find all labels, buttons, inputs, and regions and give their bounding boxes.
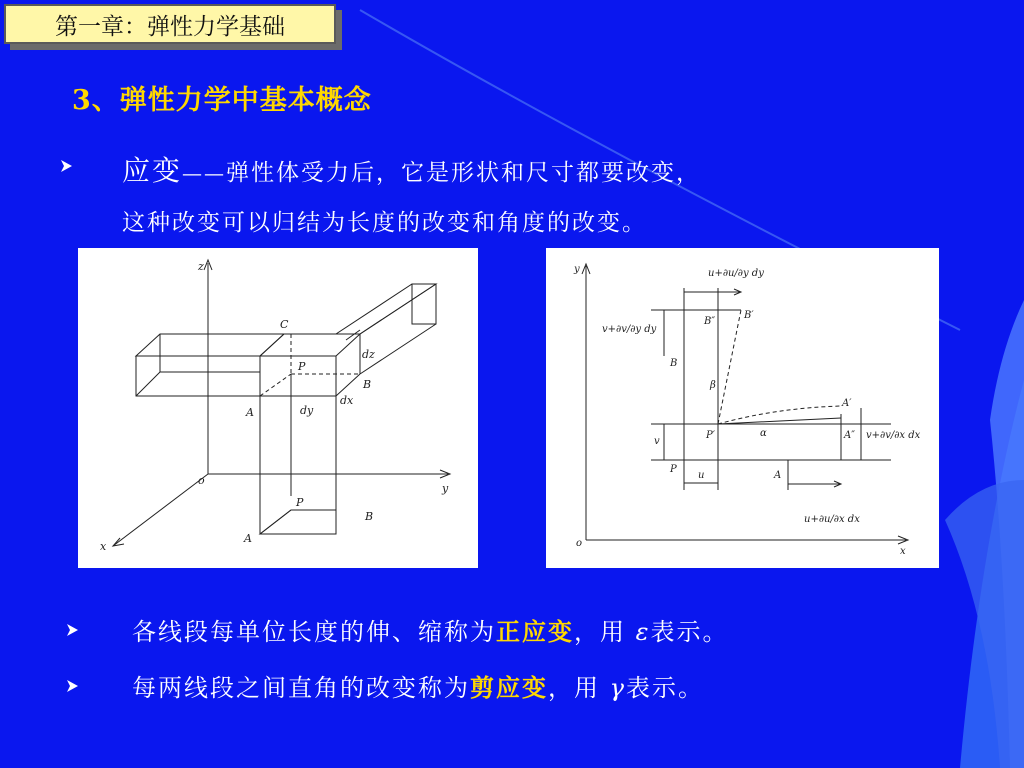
strain-term: 应变 xyxy=(122,154,183,187)
fig2-top-expr: u+∂u/∂y dy xyxy=(708,268,764,279)
fig2-left-expr: v+∂v/∂y dy xyxy=(602,324,657,335)
fig2-beta-label: β xyxy=(710,380,716,391)
fig1-y-label: y xyxy=(442,482,449,495)
shear-strain-term: 剪应变 xyxy=(470,673,548,702)
fig1-b-bottom-label: B xyxy=(365,510,374,523)
fig1-c-label: C xyxy=(280,318,289,331)
fig2-alpha-label: α xyxy=(760,428,767,439)
fig2-x-label: x xyxy=(900,546,906,557)
fig1-b-label: B xyxy=(363,378,372,391)
fig1-p-bottom-label: P xyxy=(296,496,304,509)
fig2-a-double-prime: A″ xyxy=(844,430,855,441)
fig2-p-prime: P′ xyxy=(706,430,715,441)
epsilon-symbol: ε xyxy=(635,618,651,646)
figure-3d-element xyxy=(78,248,478,568)
section-title: 3、弹性力学中基本概念 xyxy=(72,85,372,116)
shear-strain-bullet xyxy=(132,668,704,703)
fig1-a-bottom-label: A xyxy=(244,532,252,545)
bullet1-middle: ，用 xyxy=(574,618,636,646)
fig2-b-prime: B′ xyxy=(744,310,754,321)
fig2-a-label: A xyxy=(774,470,782,481)
bullet-arrow-icon xyxy=(58,158,74,174)
fig2-b-double-prime: B″ xyxy=(704,316,716,327)
fig1-dz-label: dz xyxy=(362,348,375,361)
fig1-p-label: P xyxy=(298,360,306,373)
bullet2-middle: ，用 xyxy=(548,674,610,702)
definition-line1: 弹性体受力后，它是形状和尺寸都要改变， xyxy=(226,160,702,186)
gamma-symbol: γ xyxy=(609,674,626,702)
definition-line2: 这种改变可以归结为长度的改变和角度的改变。 xyxy=(122,210,647,236)
fig1-z-label: z xyxy=(198,260,204,273)
figure-2d-strain xyxy=(546,248,939,568)
fig2-o-label: o xyxy=(576,538,583,549)
bullet2-before: 每两线段之间直角的改变称为 xyxy=(132,674,470,702)
fig2-b-label: B xyxy=(670,358,678,369)
fig2-y-label: y xyxy=(574,264,580,275)
bullet2-after: 表示。 xyxy=(625,674,704,702)
fig2-bottom-expr: u+∂u/∂x dx xyxy=(804,514,860,525)
bullet1-before: 各线段每单位长度的伸、缩称为 xyxy=(132,618,496,646)
strain-definition xyxy=(122,146,922,248)
fig1-o-label: o xyxy=(198,474,205,487)
fig2-a-prime: A′ xyxy=(842,398,852,409)
normal-strain-term: 正应变 xyxy=(496,617,574,646)
fig1-dx-label: dx xyxy=(340,394,354,407)
fig2-right-expr: v+∂v/∂x dx xyxy=(866,430,921,441)
fig2-u-label: u xyxy=(698,470,705,481)
fig1-a-label: A xyxy=(246,406,254,419)
bullet-arrow-icon xyxy=(64,622,80,638)
figure-2d-drawing xyxy=(546,248,939,568)
fig1-dy-label: dy xyxy=(300,404,314,417)
figure-3d-drawing xyxy=(78,248,478,568)
fig1-x-label: x xyxy=(100,540,107,553)
chapter-tab: 第一章：弹性力学基础 xyxy=(4,4,336,44)
bullet1-after: 表示。 xyxy=(650,618,729,646)
definition-dash: —— xyxy=(182,161,227,185)
normal-strain-bullet xyxy=(132,612,729,647)
fig2-v-label: v xyxy=(654,436,660,447)
fig2-p-label: P xyxy=(670,464,677,475)
bullet-arrow-icon xyxy=(64,678,80,694)
